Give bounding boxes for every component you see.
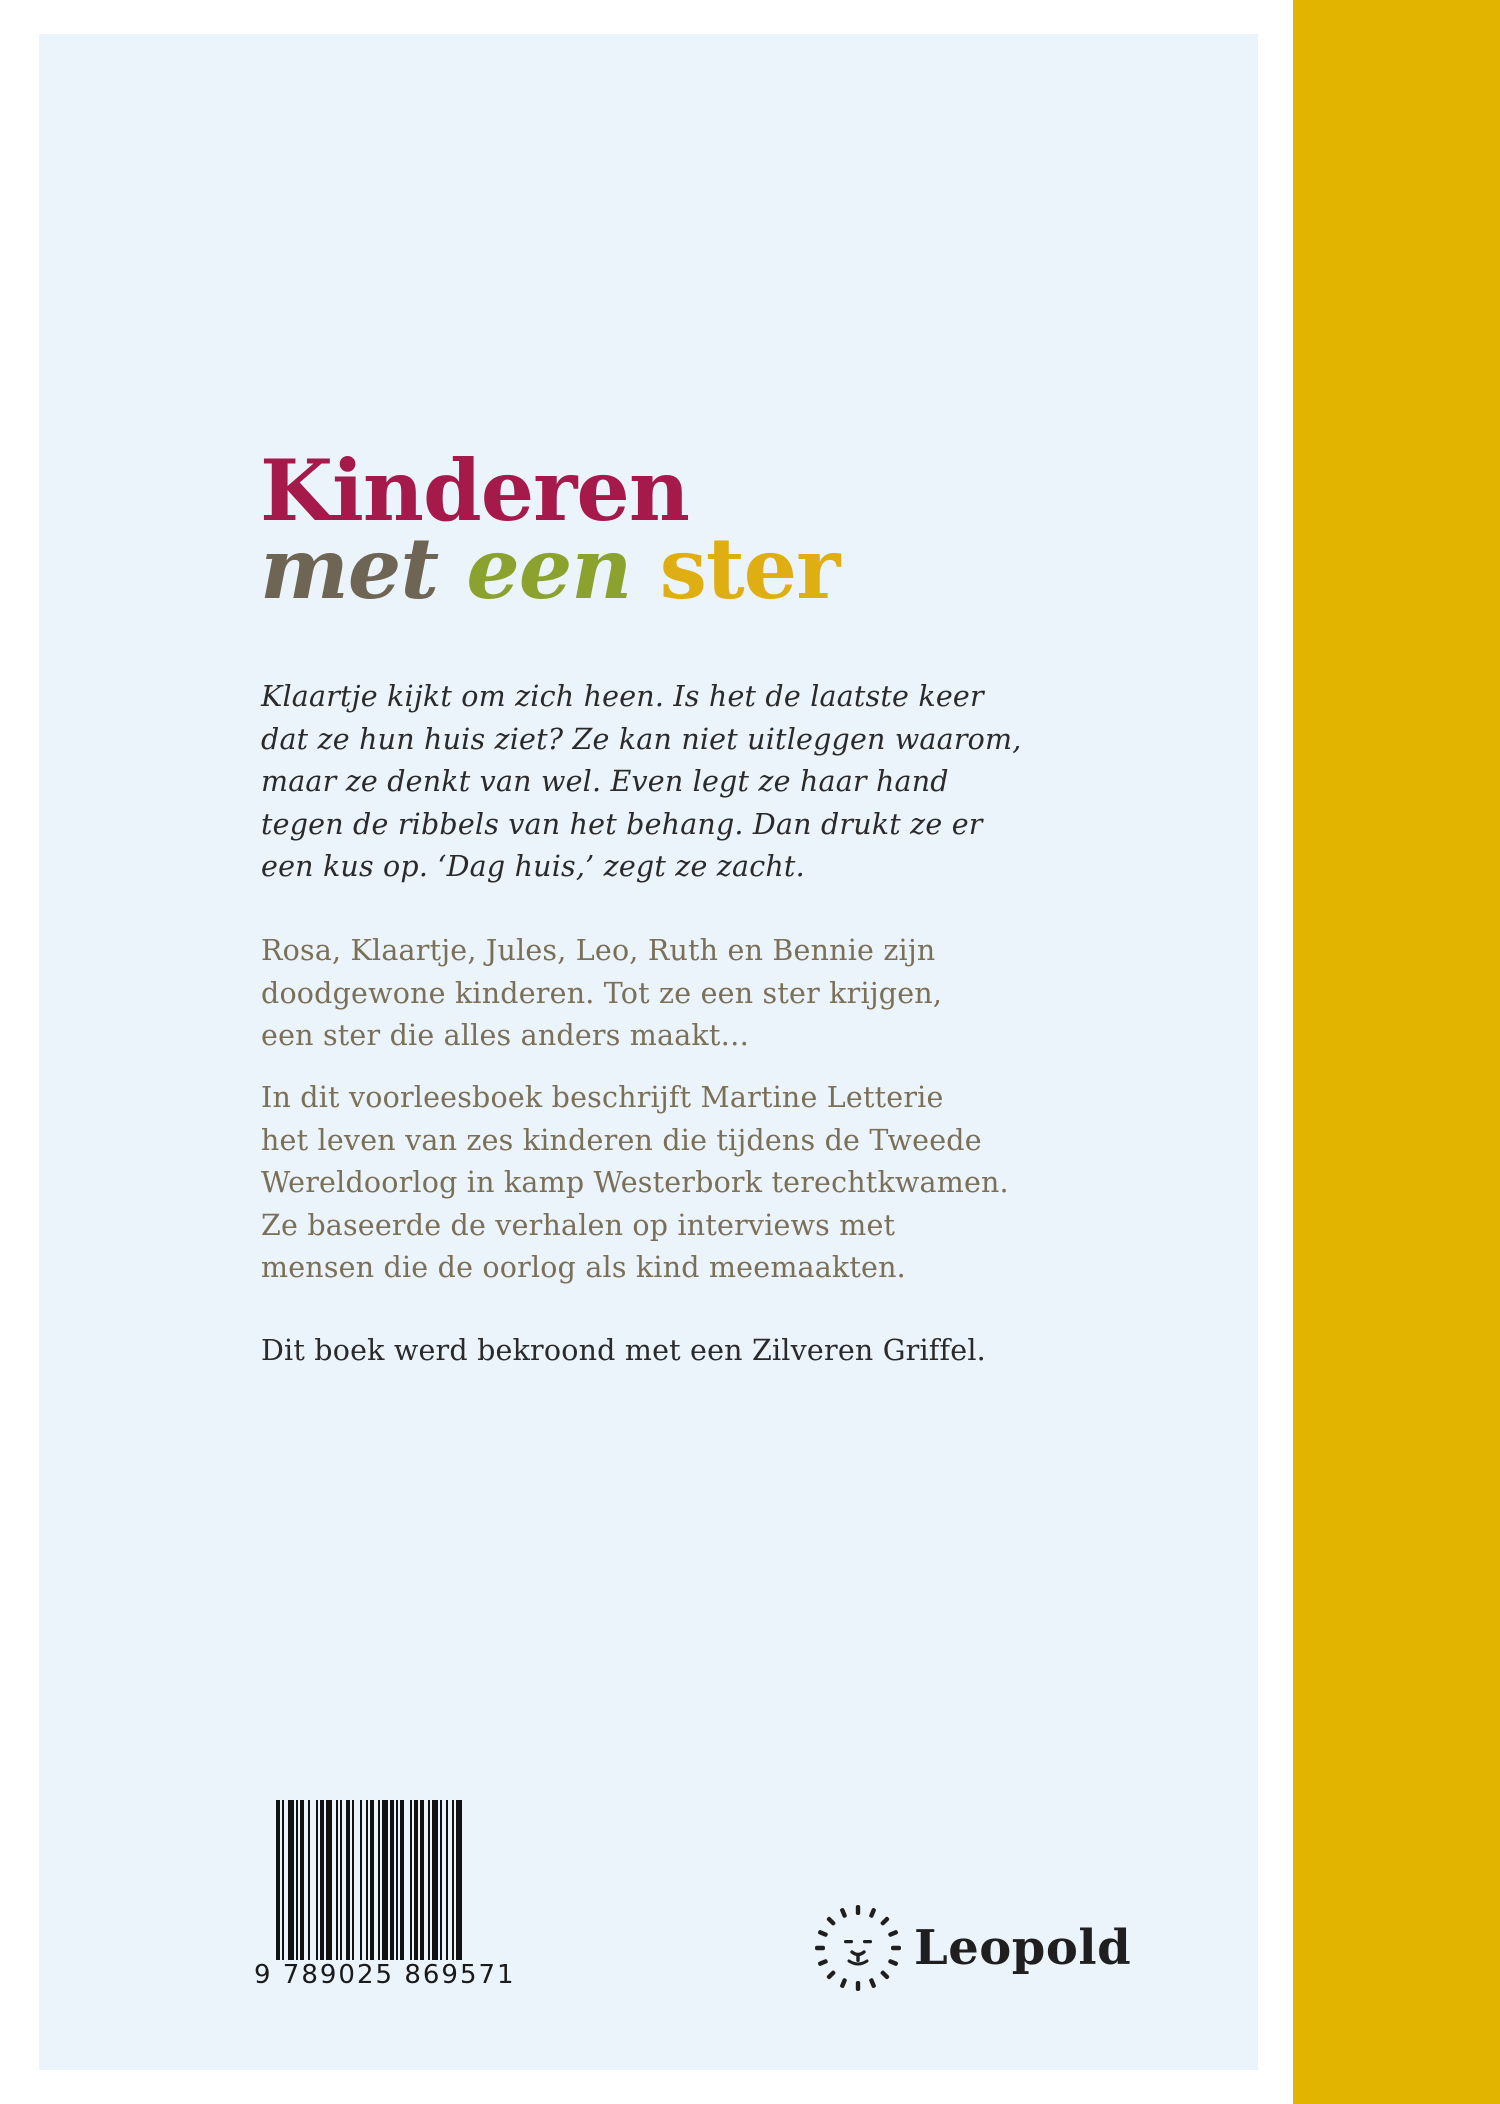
- intro-line: een ster die alles anders maakt…: [261, 1019, 750, 1052]
- title-line-2: [260, 519, 840, 618]
- excerpt-line: maar ze denkt van wel. Even legt ze haar hand: [261, 765, 949, 798]
- barcode-bar: [346, 1800, 350, 1960]
- lion-head-icon: [814, 1904, 902, 1992]
- barcode-bar: [396, 1800, 398, 1960]
- publisher-name: Leopold: [914, 1920, 1132, 1976]
- barcode-bar: [320, 1800, 324, 1960]
- barcode-bar: [336, 1800, 338, 1960]
- barcode-bar: [296, 1800, 298, 1960]
- barcode-bar: [410, 1800, 412, 1960]
- barcode-bar: [366, 1800, 368, 1960]
- barcode-bar: [340, 1800, 342, 1960]
- mane-stroke: [880, 1970, 890, 1980]
- mane-stroke: [840, 1978, 848, 1989]
- mane-stroke: [888, 1959, 899, 1967]
- barcode-bar: [308, 1800, 310, 1960]
- barcode-bar: [360, 1800, 362, 1960]
- excerpt-line: dat ze hun huis ziet? Ze kan niet uitleggen waarom,: [261, 722, 1022, 756]
- isbn-barcode: [254, 1800, 516, 1994]
- title-line-kinderen: Kinderen: [260, 441, 689, 540]
- publisher-logo: [814, 1903, 1131, 1993]
- barcode-bar: [400, 1800, 404, 1960]
- barcode-bar: [382, 1800, 388, 1960]
- title-word-een: een: [466, 519, 632, 618]
- description-line: In dit voorleesboek beschrijft Martine Letterie: [261, 1081, 944, 1114]
- barcode-bar: [414, 1800, 418, 1960]
- description-line: mensen die de oorlog als kind meemaakten.: [261, 1251, 906, 1284]
- barcode-bar: [456, 1800, 462, 1960]
- mane-stroke: [856, 1981, 860, 1991]
- spine-band: [1293, 0, 1500, 2104]
- excerpt-line: tegen de ribbels van het behang. Dan drukt ze er: [261, 807, 983, 841]
- mane-stroke: [869, 1907, 877, 1918]
- barcode-bar: [452, 1800, 454, 1960]
- barcode-bar: [378, 1800, 380, 1960]
- mane-stroke: [880, 1916, 890, 1926]
- barcode-bar: [440, 1800, 442, 1960]
- title-word-met: met: [260, 519, 439, 618]
- barcode-bar: [300, 1800, 304, 1960]
- barcode-bar: [432, 1800, 438, 1960]
- mane-stroke: [815, 1946, 825, 1950]
- excerpt-line: een kus op. ‘Dag huis,’ zegt ze zacht.: [261, 850, 805, 883]
- barcode-bar: [446, 1800, 448, 1960]
- mane-stroke: [840, 1907, 848, 1918]
- description-line: Wereldoorlog in kamp Westerbork terechtkwamen.: [261, 1166, 1009, 1199]
- title-word-ster: ster: [659, 519, 840, 618]
- award-line: Dit boek werd bekroond met een Zilveren Griffel.: [261, 1334, 986, 1367]
- excerpt-paragraph: [261, 676, 1121, 889]
- intro-paragraph: [261, 930, 1121, 1058]
- barcode-bar: [352, 1800, 354, 1960]
- barcode-bar: [326, 1800, 332, 1960]
- mane-stroke: [817, 1930, 828, 1938]
- barcode-bar: [282, 1800, 284, 1960]
- barcode-bar: [370, 1800, 374, 1960]
- description-line: Ze baseerde de verhalen op interviews met: [261, 1208, 896, 1242]
- barcode-bar: [316, 1800, 318, 1960]
- mane-stroke: [891, 1946, 901, 1950]
- mane-stroke: [826, 1916, 836, 1926]
- barcode-bar: [428, 1800, 430, 1960]
- description-line: het leven van zes kinderen die tijdens de Tweede: [261, 1123, 982, 1157]
- mane-stroke: [826, 1970, 836, 1980]
- mane-stroke: [817, 1959, 828, 1967]
- barcode-bars: [254, 1800, 502, 1960]
- barcode-bar: [420, 1800, 424, 1960]
- intro-line: doodgewone kinderen. Tot ze een ster krijgen,: [261, 976, 943, 1010]
- excerpt-line: Klaartje kijkt om zich heen. Is het de laatste keer: [261, 680, 984, 713]
- barcode-bar: [390, 1800, 394, 1960]
- barcode-bar: [288, 1800, 294, 1960]
- description-paragraph: [261, 1077, 1121, 1290]
- isbn-number: 9 789025 869571: [254, 1960, 516, 1990]
- barcode-bar: [276, 1800, 280, 1960]
- book-title: [260, 441, 840, 618]
- mane-stroke: [856, 1905, 860, 1915]
- intro-line: Rosa, Klaartje, Jules, Leo, Ruth en Bennie zijn: [261, 934, 936, 967]
- mane-stroke: [888, 1930, 899, 1938]
- mane-stroke: [869, 1978, 877, 1989]
